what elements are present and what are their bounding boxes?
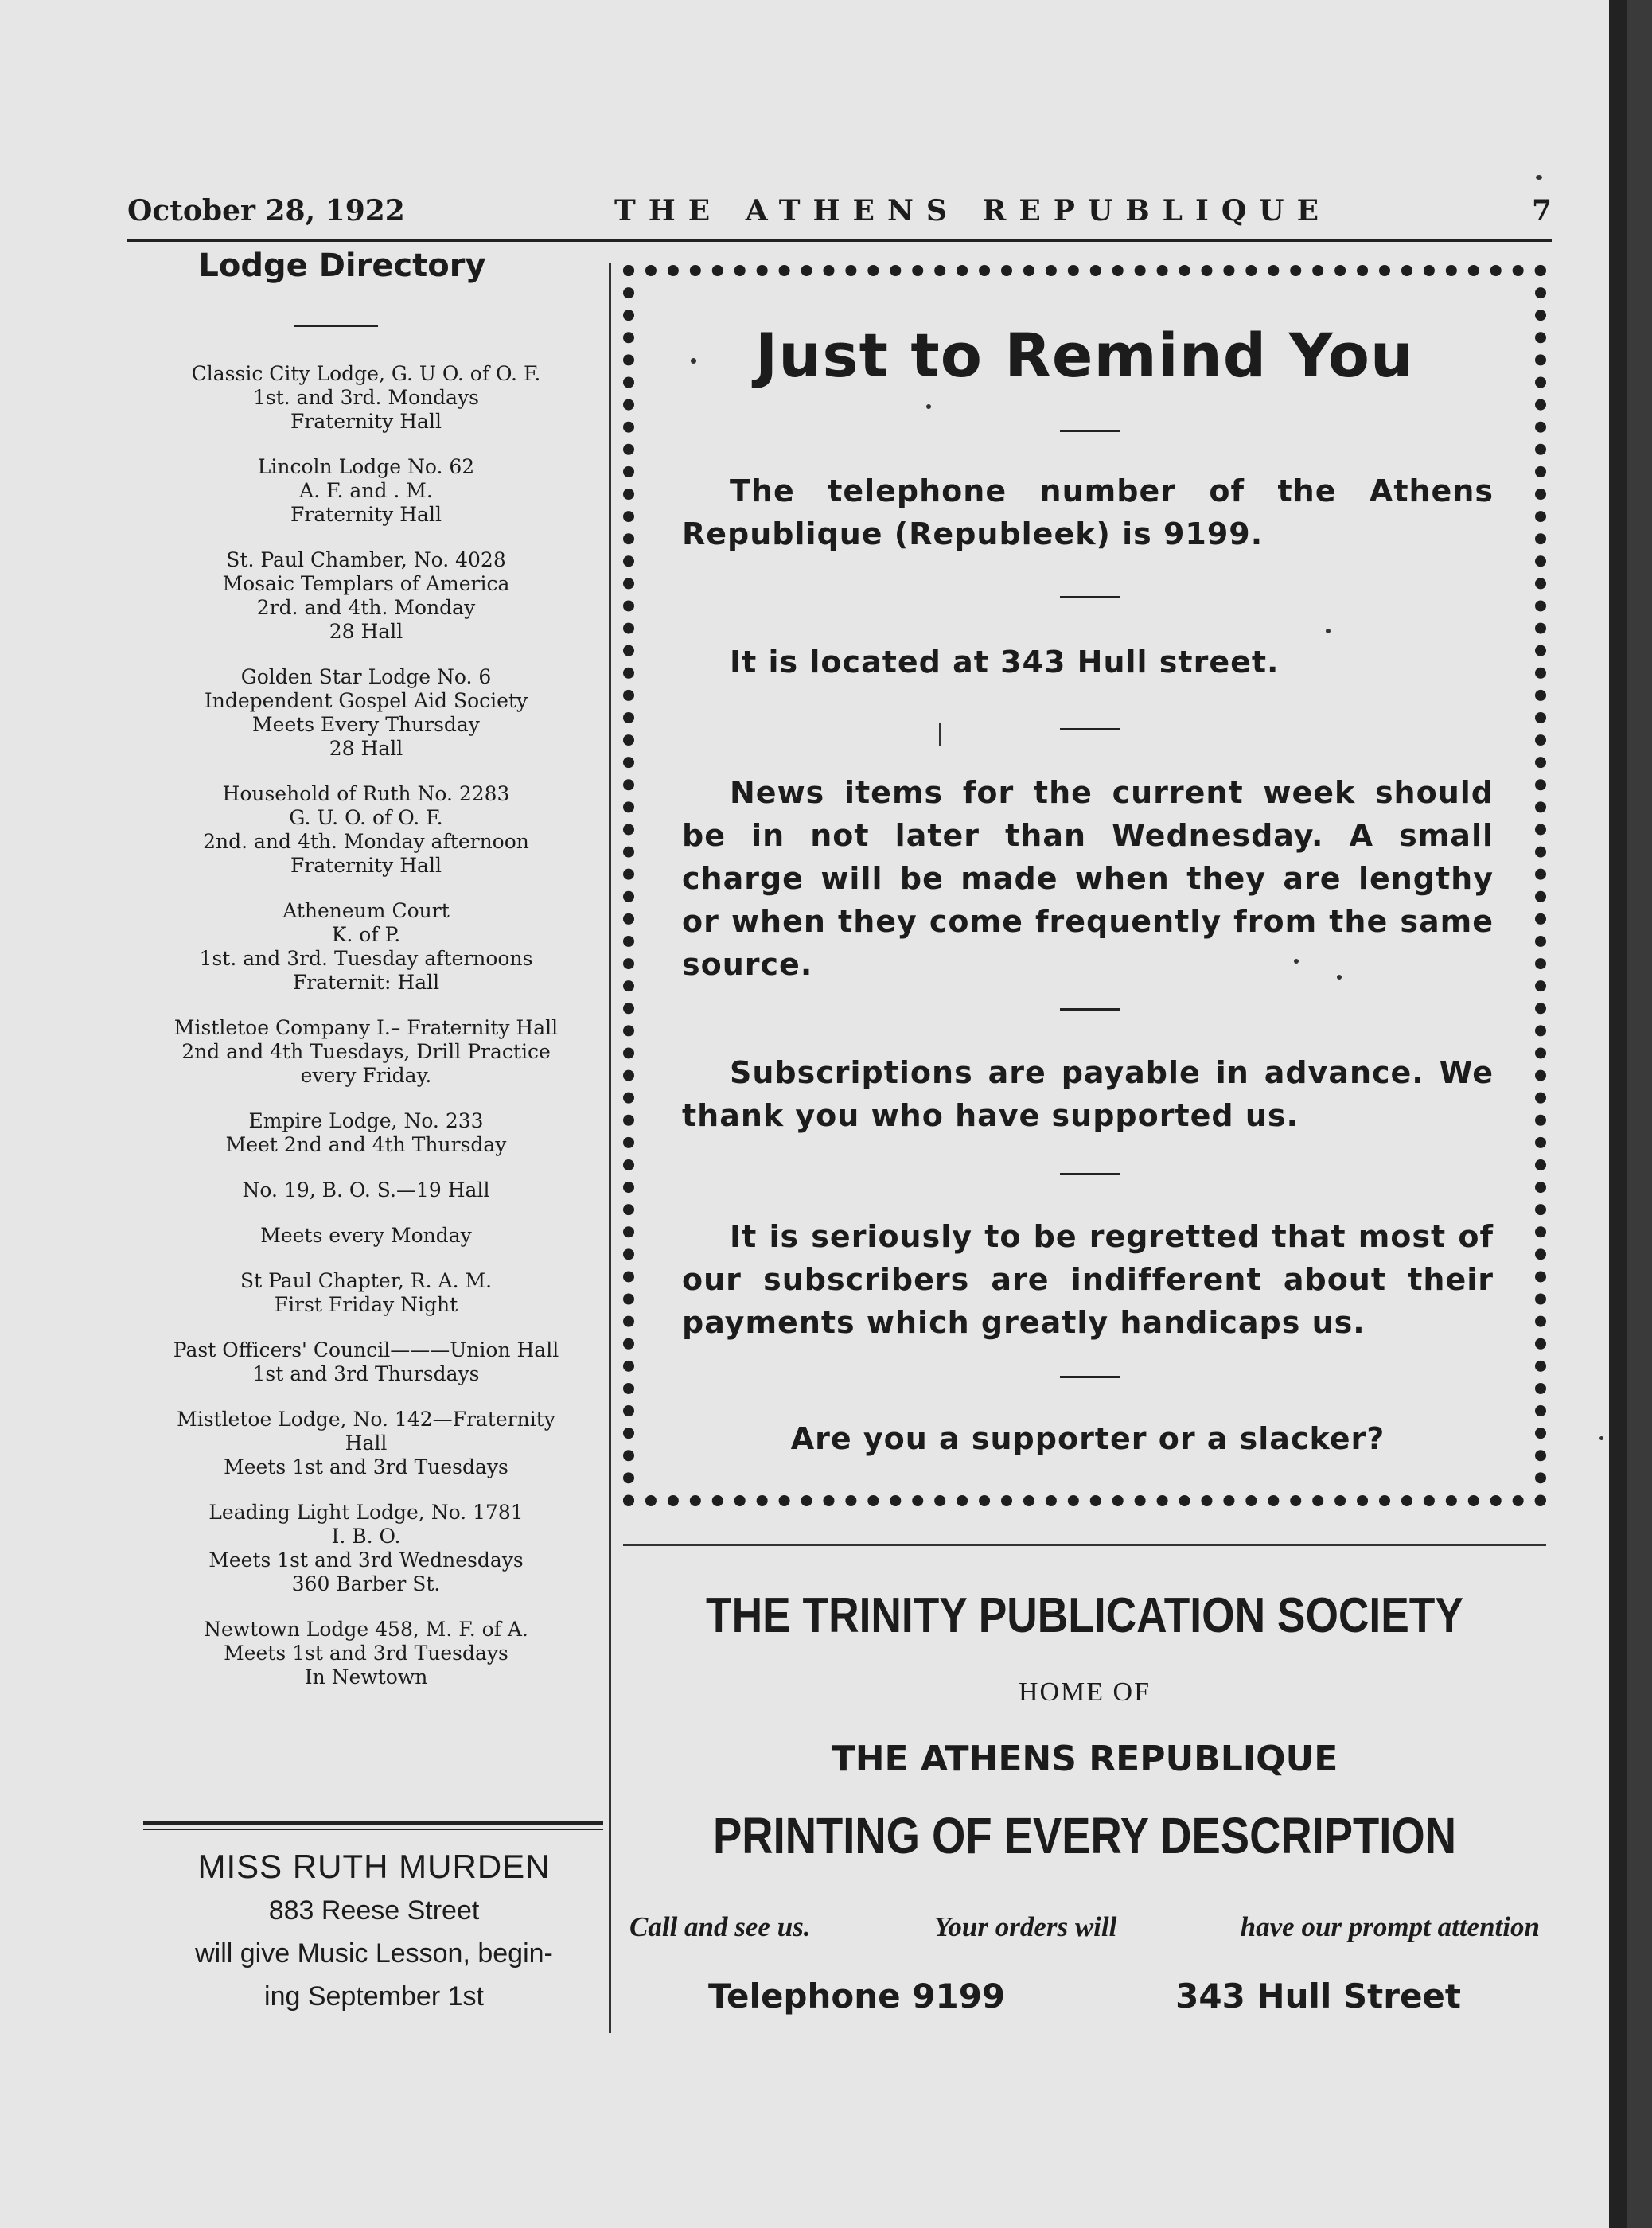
issue-date: October 28, 1922 [127, 194, 405, 228]
lodge-entry-line: Fraternity Hall [290, 410, 442, 433]
print-speck [1294, 959, 1299, 964]
trinity-call-line [623, 1911, 1546, 1943]
lodge-entry-line: 2nd. and 4th. Monday afternoon [203, 830, 529, 853]
lodge-entry [127, 1109, 605, 1157]
lodge-entry-line: K. of P. [331, 923, 401, 946]
lodge-entry-line: First Friday Night [274, 1293, 458, 1316]
lodge-entry-line: 28 Hall [329, 737, 403, 760]
lodge-entry-line: 1st. and 3rd. Mondays [253, 386, 479, 409]
lodge-entry-line: 360 Barber St. [291, 1572, 441, 1595]
lodge-entry [127, 362, 605, 434]
trinity-address: 343 Hull Street [1175, 1977, 1461, 2016]
lodge-entry-line: Mistletoe Company I.– Fraternity Hall [173, 1016, 559, 1039]
lodge-entry-line: 28 Hall [329, 620, 403, 643]
notice-regret: It is seriously to be regretted that most of our subscribers are indifferent about their payments which greatly handicaps us. [682, 1219, 1494, 1340]
lodge-entry [127, 665, 605, 761]
lodge-entry-line: Meets 1st and 3rd Tuesdays [224, 1455, 508, 1478]
rule-3 [1060, 728, 1120, 730]
lodge-entry [127, 1224, 605, 1248]
notice-news-items: News items for the current week should be in not later than Wednesday. A small charge will be made when they are lengthy or when they come frequently from the same source. [682, 775, 1494, 982]
lodge-entry-line: Meets Every Thursday [252, 713, 480, 736]
notice-location: It is located at 343 Hull street. [730, 645, 1280, 680]
print-speck [1536, 175, 1542, 180]
call-part-1: Call and see us. [629, 1911, 811, 1942]
remind-notice-box [623, 265, 1546, 1506]
lodge-entry-line: Atheneum Court [282, 899, 450, 922]
print-speck [1337, 975, 1342, 980]
lodge-entry-line: Hall [345, 1431, 388, 1455]
print-speck [1599, 1436, 1603, 1440]
lodge-entry-line: Meets 1st and 3rd Wednesdays [208, 1548, 524, 1572]
call-part-3: have our prompt attention [1240, 1911, 1540, 1942]
lodge-entry-line: Empire Lodge, No. 233 [248, 1109, 484, 1132]
trinity-contact-line [623, 1977, 1546, 2016]
lodge-entry-line: G. U. O. of O. F. [289, 806, 443, 829]
lodge-directory-heading: Lodge Directory [198, 247, 486, 284]
masthead-rule [127, 239, 1552, 242]
rule-4 [1060, 1008, 1120, 1011]
lodge-entry-line: No. 19, B. O. S.—19 Hall [242, 1178, 490, 1202]
lodge-entry-line: Fraternity Hall [290, 503, 442, 526]
lodge-entry-line: Independent Gospel Aid Society [204, 689, 528, 712]
print-speck [691, 358, 696, 364]
masthead [127, 191, 1552, 231]
remind-title: Just to Remind You [754, 320, 1415, 391]
lodge-directory-column [127, 243, 605, 2033]
section-rule-thick [143, 1821, 603, 1825]
trinity-rule [623, 1544, 1546, 1546]
print-speck [926, 404, 931, 409]
lodge-entry-line: Classic City Lodge, G. U O. of O. F. [191, 362, 541, 385]
section-rule-thin [143, 1829, 603, 1830]
ad-address: 883 Reese Street [268, 1895, 480, 1926]
lodge-entry [127, 1618, 605, 1689]
lodge-entry-line: Meets every Monday [260, 1224, 472, 1247]
lodge-entry-line: Mistletoe Lodge, No. 142—Fraternity [177, 1408, 555, 1431]
call-part-2: Your orders will [933, 1911, 1117, 1942]
lodge-entry [127, 1269, 605, 1317]
lodge-entry-line: Meet 2nd and 4th Thursday [225, 1133, 507, 1156]
notice-telephone: The telephone number of the Athens Republique (Republeek) is 9199. [682, 473, 1494, 551]
notice-question: Are you a supporter or a slacker? [790, 1421, 1385, 1456]
rule-6 [1060, 1376, 1120, 1378]
lodge-entry [127, 899, 605, 995]
lodge-entry-line: St. Paul Chamber, No. 4028 [226, 548, 506, 571]
lodge-entry-line: 1st and 3rd Thursdays [252, 1362, 480, 1385]
notice-subscriptions: Subscriptions are payable in advance. We thank you who have supported us. [682, 1055, 1494, 1133]
page-number: 7 [1531, 194, 1552, 228]
trinity-paper-name: THE ATHENS REPUBLIQUE [831, 1739, 1338, 1779]
lodge-entry-line: every Friday. [300, 1064, 432, 1087]
lodge-entry-line: St Paul Chapter, R. A. M. [240, 1269, 493, 1292]
lodge-entry [127, 1178, 605, 1202]
newspaper-title: THE ATHENS REPUBLIQUE [614, 194, 1332, 228]
trinity-telephone: Telephone 9199 [707, 1977, 1006, 2016]
music-lesson-ad [139, 1844, 609, 2018]
lodge-entry-line: In Newtown [304, 1665, 428, 1689]
lodge-entry [127, 1408, 605, 1479]
lodge-entry-line: Fraternit: Hall [292, 971, 440, 994]
lodge-entry [127, 1338, 605, 1386]
trinity-printing: PRINTING OF EVERY DESCRIPTION [713, 1807, 1456, 1864]
lodge-entry-line: Household of Ruth No. 2283 [222, 782, 510, 805]
lodge-entry-line: I. B. O. [331, 1525, 401, 1548]
lodge-entry-line: Golden Star Lodge No. 6 [240, 665, 492, 688]
lodge-entry-line: Meets 1st and 3rd Tuesdays [224, 1642, 508, 1665]
lodge-entry-line: Past Officers' Council———Union Hall [173, 1338, 559, 1361]
lodge-entry-line: A. F. and . M. [299, 479, 433, 502]
lodge-entry-line: Lincoln Lodge No. 62 [257, 455, 475, 478]
heading-rule [294, 325, 378, 327]
ad-text-line-1: will give Music Lesson, begin- [195, 1938, 553, 1969]
lodge-entry [127, 455, 605, 527]
ad-name: MISS RUTH MURDEN [197, 1848, 551, 1885]
rule-5 [1060, 1173, 1120, 1175]
lodge-entry-line: Newtown Lodge 458, M. F. of A. [204, 1618, 528, 1641]
lodge-entry-line: Leading Light Lodge, No. 1781 [208, 1501, 524, 1524]
print-speck [1326, 629, 1331, 633]
trinity-society-name: THE TRINITY PUBLICATION SOCIETY [706, 1588, 1463, 1643]
lodge-entry [127, 782, 605, 878]
lodge-entry [127, 1501, 605, 1596]
column-divider [609, 263, 611, 2033]
lodge-entry-line: 2nd and 4th Tuesdays, Drill Practice [181, 1040, 551, 1063]
rule-1 [1060, 430, 1120, 432]
lodge-entry [127, 548, 605, 644]
page-edge-shadow [1609, 0, 1627, 2228]
lodge-entry-line: Fraternity Hall [290, 854, 442, 877]
scan-border [1627, 0, 1652, 2228]
rule-2 [1060, 596, 1120, 598]
lodge-entry [127, 1016, 605, 1088]
lodge-entry-line: Mosaic Templars of America [222, 572, 510, 595]
lodge-entry-line: 2rd. and 4th. Monday [256, 596, 476, 619]
lodge-list [127, 362, 605, 1711]
lodge-entry-line: 1st. and 3rd. Tuesday afternoons [199, 947, 533, 970]
ad-text-line-2: ing September 1st [264, 1981, 484, 2012]
print-speck [939, 723, 941, 746]
trinity-home-of: HOME OF [1018, 1677, 1151, 1707]
